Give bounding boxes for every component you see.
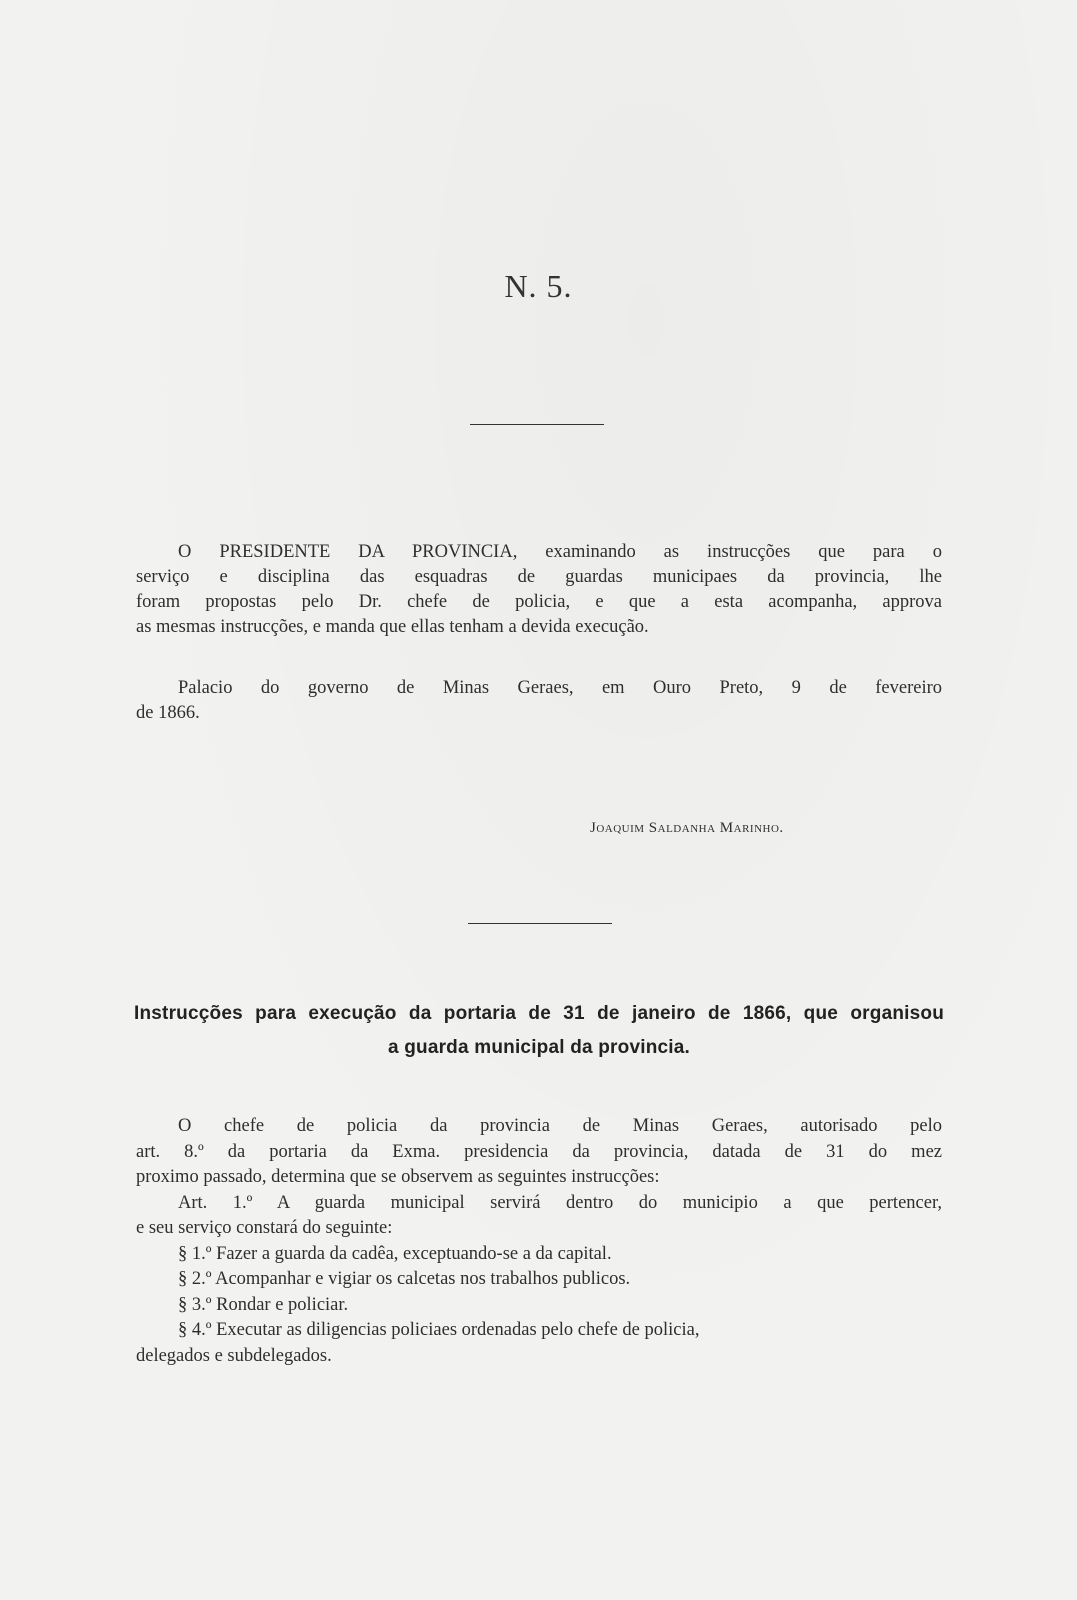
body-line: proximo passado, determina que se observem as seguintes instrucções: (136, 1167, 660, 1187)
body-line: O chefe de policia da provincia de Minas Geraes, autorisado pelo (178, 1116, 942, 1136)
date-line: de 1866. (136, 703, 200, 723)
instructions-title (134, 1003, 944, 1059)
body-line: e seu serviço constará do seguinte: (136, 1218, 393, 1238)
signature: Joaquim Saldanha Marinho. (590, 820, 784, 836)
paragraph-item: § 2.º Acompanhar e vigiar os calcetas nos trabalhos publicos. (178, 1269, 631, 1289)
divider-rule (468, 923, 612, 924)
instructions-title-line: Instrucções para execução da portaria de 31 de janeiro de 1866, que organisou (134, 1003, 944, 1024)
decree-line: as mesmas instrucções, e manda que ellas tenham a devida execução. (136, 617, 649, 637)
date-paragraph (136, 676, 942, 726)
document-number: N. 5. (504, 268, 573, 304)
body-line: delegados e subdelegados. (136, 1345, 332, 1366)
instructions-title-line: a guarda municipal da provincia. (387, 1037, 691, 1058)
article-line: Art. 1.º A guarda municipal servirá dentro do municipio a que pertencer, (178, 1192, 942, 1213)
body-line: art. 8.º da portaria da Exma. presidencia da provincia, datada de 31 do mez (136, 1141, 942, 1162)
instructions-body (136, 1114, 942, 1369)
paragraph-item: § 1.º Fazer a guarda da cadêa, exceptuando-se a da capital. (178, 1243, 612, 1264)
decree-line: serviço e disciplina das esquadras de guardas municipaes da provincia, lhe (136, 567, 942, 587)
decree-paragraph (136, 540, 942, 640)
decree-line: foram propostas pelo Dr. chefe de policia, e que a esta acompanha, approva (136, 592, 942, 612)
paragraph-item: § 3.º Rondar e policiar. (178, 1294, 349, 1315)
paragraph-item: § 4.º Executar as diligencias policiaes ordenadas pelo chefe de policia, (178, 1320, 700, 1340)
divider-rule (470, 424, 604, 425)
date-line: Palacio do governo de Minas Geraes, em Ouro Preto, 9 de fevereiro (178, 678, 942, 698)
decree-line: O PRESIDENTE DA PROVINCIA, examinando as instrucções que para o (178, 542, 942, 562)
